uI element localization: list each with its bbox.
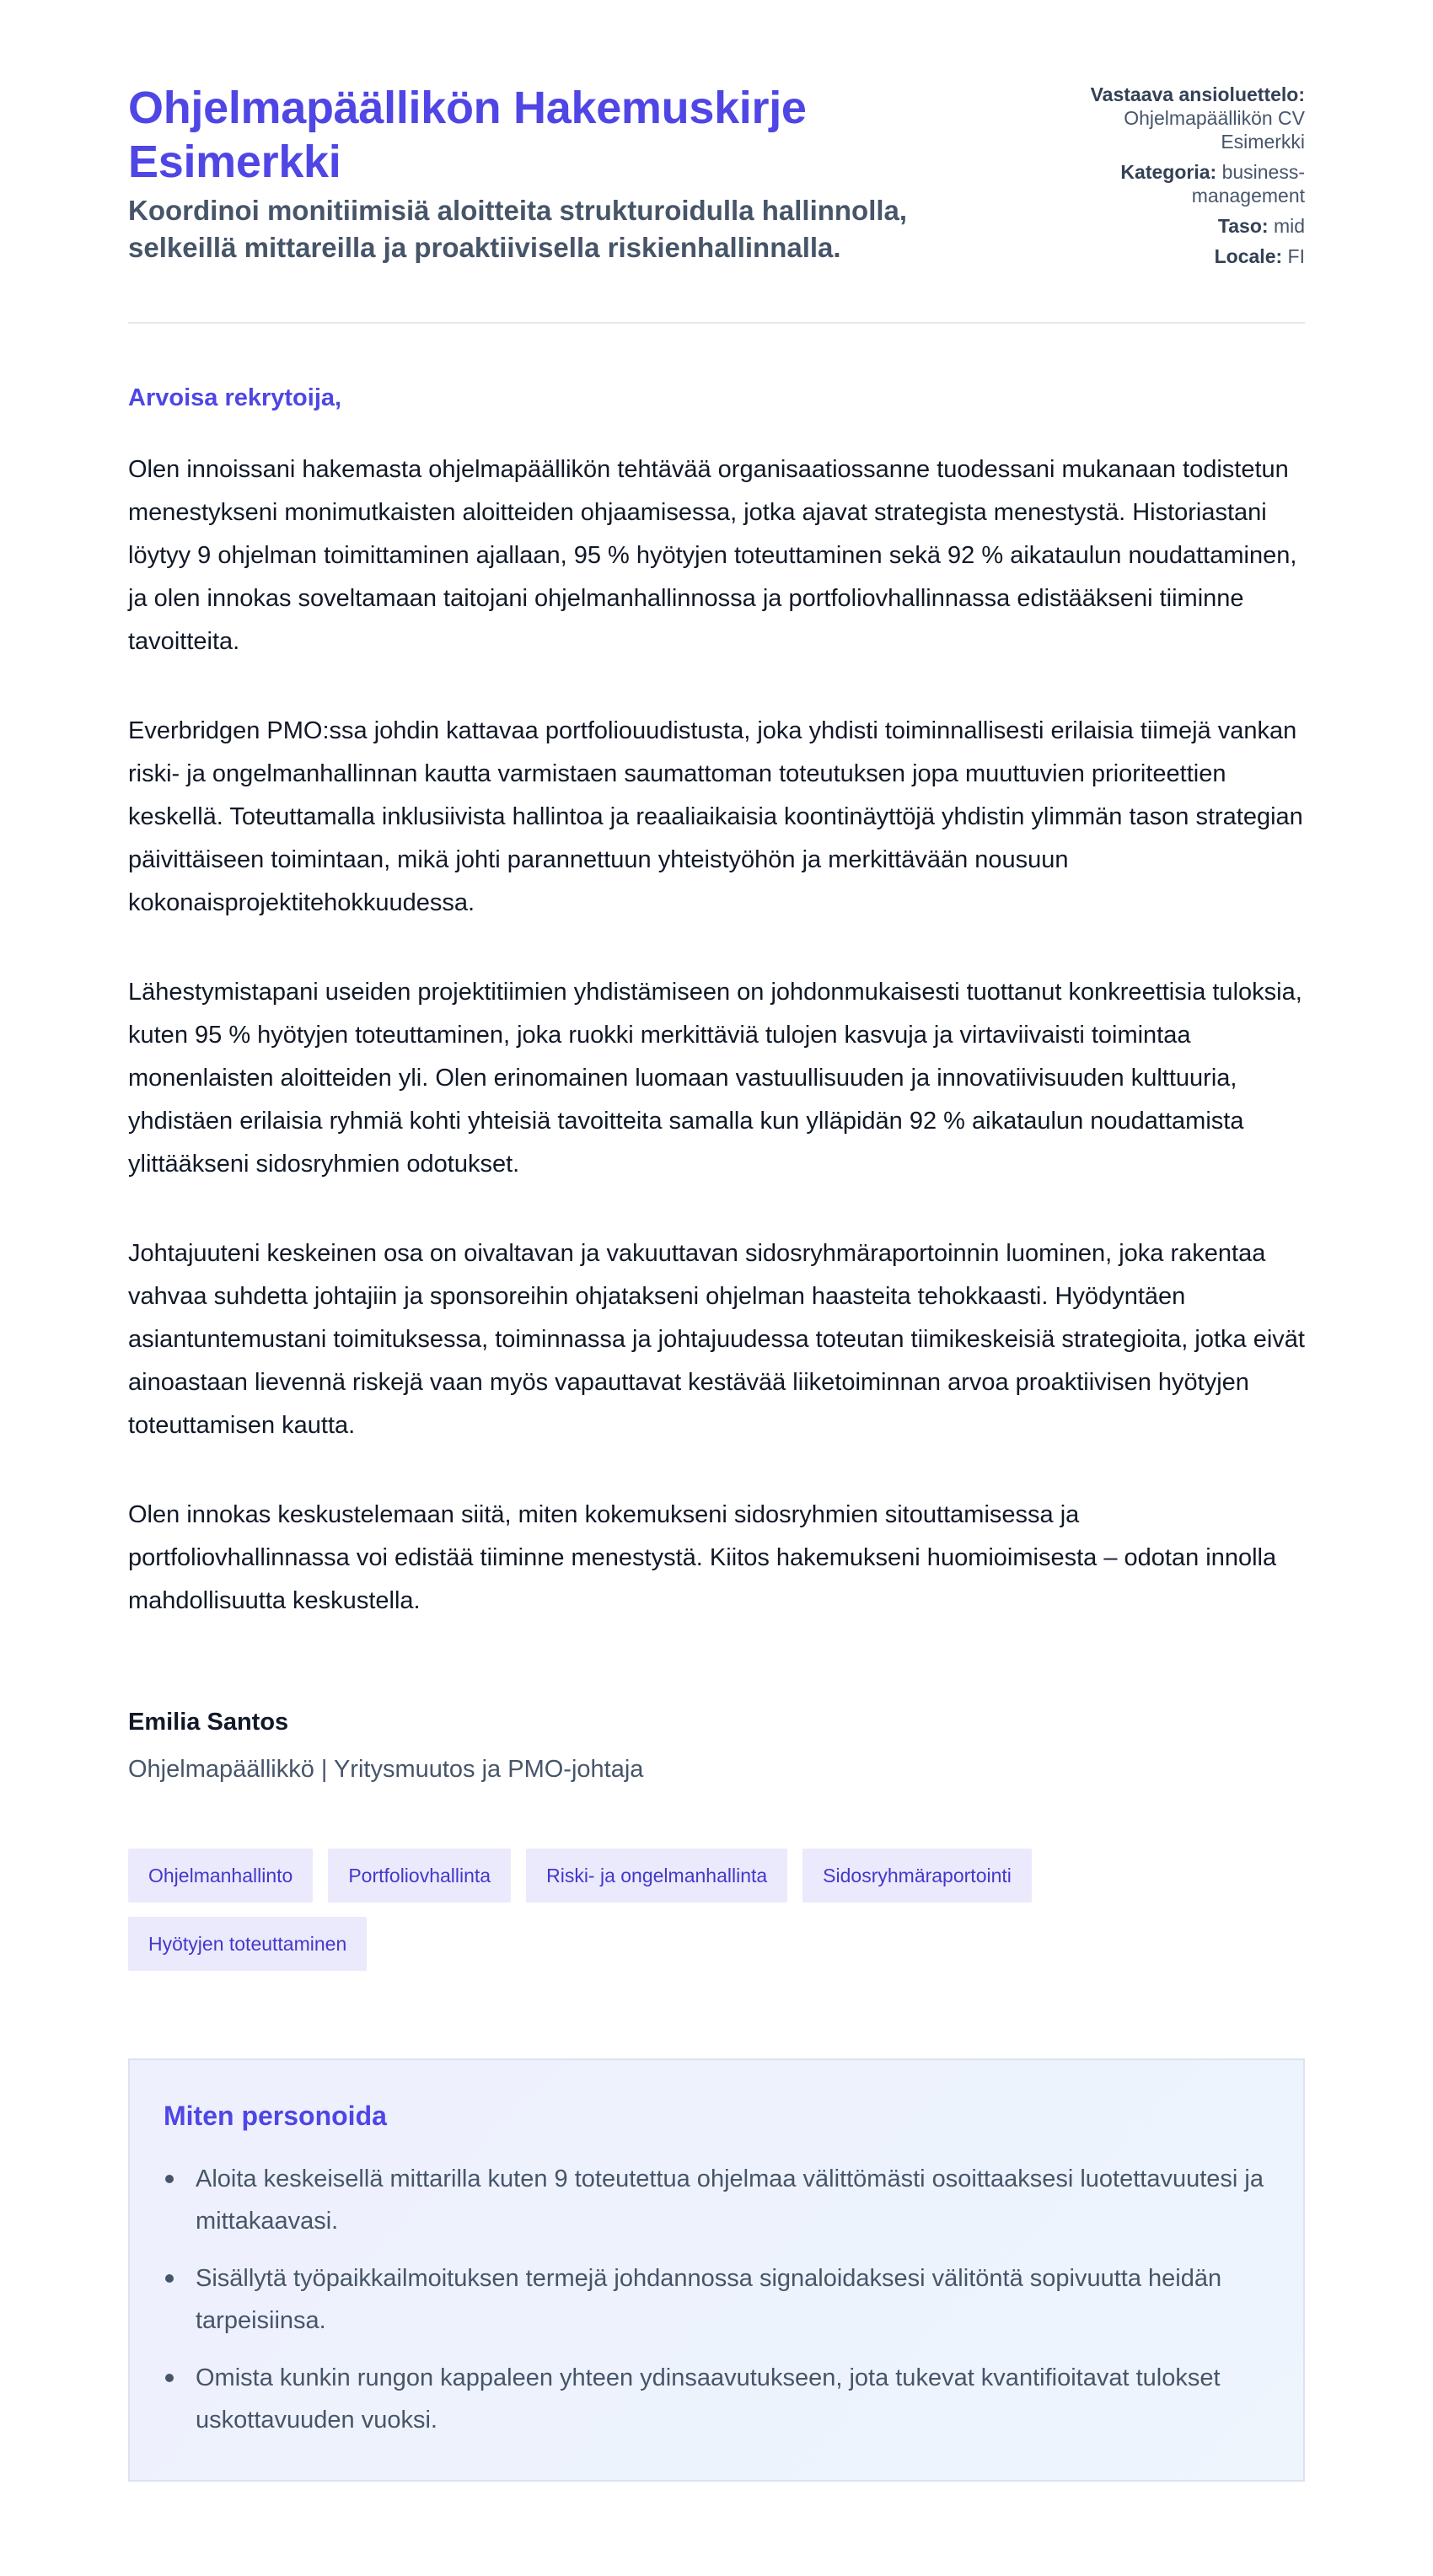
meta-level xyxy=(1035,214,1305,238)
skill-tag: Riski- ja ongelmanhallinta xyxy=(526,1849,787,1902)
skill-tag: Sidosryhmäraportointi xyxy=(802,1849,1032,1902)
tips-list-item xyxy=(164,2357,1268,2441)
tips-list-item xyxy=(164,2257,1268,2342)
header-titles xyxy=(128,81,1005,266)
meta-label: Kategoria: xyxy=(1120,161,1217,183)
signature-block xyxy=(128,1707,1305,1784)
bullet-icon xyxy=(165,2175,174,2183)
skill-tag: Ohjelmanhallinto xyxy=(128,1849,313,1902)
meta-category xyxy=(1035,160,1305,207)
letter-paragraph: Olen innoissani hakemasta ohjelmapäällikön tehtävää organisaatiossanne tuodessani mukanaan todistetun menestykseni monimutkaisten aloitteiden ohjaamisessa, jotka ajavat strategista menestystä. Historiastani löytyy 9 ohjelman toimittaminen ajallaan, 95 % hyötyjen toteuttaminen sekä 92 % aikataulun noudattaminen, ja olen innokas soveltamaan taitojani ohjelmanhallinnossa ja portfoliovhallinnassa edistääkseni tiiminne tavoitteita. xyxy=(128,456,1297,655)
personalization-tips-box xyxy=(128,2058,1305,2482)
signature-name: Emilia Santos xyxy=(128,1709,289,1736)
meta-value: mid xyxy=(1273,215,1305,237)
meta-value: FI xyxy=(1287,245,1305,267)
letter-paragraph: Johtajuuteni keskeinen osa on oivaltavan ja vakuuttavan sidosryhmäraportoinnin luominen, joka rakentaa vahvaa suhdetta johtajiin ja sponsoreihin ohjatakseni ohjelman haasteita tehokkaasti. Hyödyntäen asiantuntemustani toimituksessa, toiminnassa ja johtajuudessa toteutan tiimikeskeisiä strategioita, jotka eivät ainoastaan lievennä riskejä vaan myös vapauttavat kestävää liiketoiminnan arvoa proaktiivisen hyötyjen toteuttamisen kautta. xyxy=(128,1240,1305,1439)
letter-paragraph: Olen innokas keskustelemaan siitä, miten kokemukseni sidosryhmien sitouttamisessa ja portfoliovhallinnassa voi edistää tiiminne menestystä. Kiitos hakemukseni huomioimisesta – odotan innolla mahdollisuutta keskustella. xyxy=(128,1501,1277,1614)
signature-title: Ohjelmapäällikkö | Yritysmuutos ja PMO-johtaja xyxy=(128,1756,644,1783)
skill-tag: Portfoliovhallinta xyxy=(328,1849,511,1902)
tips-title: Miten personoida xyxy=(164,2101,387,2131)
tips-item-text: Sisällytä työpaikkailmoituksen termejä johdannossa signaloidaksesi välitöntä sopivuutta heidän tarpeisiinsa. xyxy=(196,2265,1222,2334)
meta-value: business-management xyxy=(1191,161,1305,207)
meta-related-resume xyxy=(1035,83,1305,153)
page-subtitle: Koordinoi monitiimisiä aloitteita strukturoidulla hallinnolla, selkeillä mittareilla ja proaktiivisella riskienhallinnalla. xyxy=(128,195,908,263)
page-header xyxy=(128,81,1305,324)
meta-label: Vastaava ansioluettelo: xyxy=(1090,83,1305,105)
meta-info xyxy=(1035,81,1305,275)
meta-locale xyxy=(1035,244,1305,268)
skill-tags xyxy=(128,1849,1224,1971)
letter-paragraph: Lähestymistapani useiden projektitiimien yhdistämiseen on johdonmukaisesti tuottanut konkreettisia tuloksia, kuten 95 % hyötyjen toteuttaminen, joka ruokki merkittäviä tulojen kasvuja ja virtaviivaisti toimintaa monenlaisten aloitteiden yli. Olen erinomainen luomaan vastuullisuuden ja innovatiivisuuden kulttuuria, yhdistäen erilaisia ryhmiä kohti yhteisiä tavoitteita samalla kun ylläpidän 92 % aikataulun noudattamista ylittääkseni sidosryhmien odotukset. xyxy=(128,979,1302,1178)
bullet-icon xyxy=(165,2274,174,2283)
page-title: Ohjelmapäällikön Hakemuskirje Esimerkki xyxy=(128,83,807,187)
meta-label: Locale: xyxy=(1214,245,1283,267)
tips-item-text: Aloita keskeisellä mittarilla kuten 9 toteutettua ohjelmaa välittömästi osoittaaksesi luotettavuutesi ja mittakaavasi. xyxy=(196,2165,1264,2235)
letter-body xyxy=(128,324,1305,1623)
meta-value-related-resume-link[interactable]: Ohjelmapäällikön CV Esimerkki xyxy=(1124,107,1305,153)
tips-list xyxy=(164,2158,1268,2441)
tips-list-item xyxy=(164,2158,1268,2242)
skill-tag: Hyötyjen toteuttaminen xyxy=(128,1917,367,1971)
bullet-icon xyxy=(165,2374,174,2382)
letter-greeting: Arvoisa rekrytoija, xyxy=(128,384,342,411)
letter-paragraph: Everbridgen PMO:ssa johdin kattavaa portfoliouudistusta, joka yhdisti toiminnallisesti erilaisia tiimejä vankan riski- ja ongelmanhallinnan kautta varmistaen saumattoman toteutuksen jopa muuttuvien prioriteettien keskellä. Toteuttamalla inklusiivista hallintoa ja reaaliaikaisia koontinäyttöjä yhdistin ylimmän tason strategian päivittäiseen toimintaan, mikä johti parannettuun yhteistyöhön ja merkittävään nousuun kokonaisprojektitehokkuudessa. xyxy=(128,717,1303,916)
tips-item-text: Omista kunkin rungon kappaleen yhteen ydinsaavutukseen, jota tukevat kvantifioitavat tulokset uskottavuuden vuoksi. xyxy=(196,2364,1221,2434)
meta-label: Taso: xyxy=(1217,215,1269,237)
